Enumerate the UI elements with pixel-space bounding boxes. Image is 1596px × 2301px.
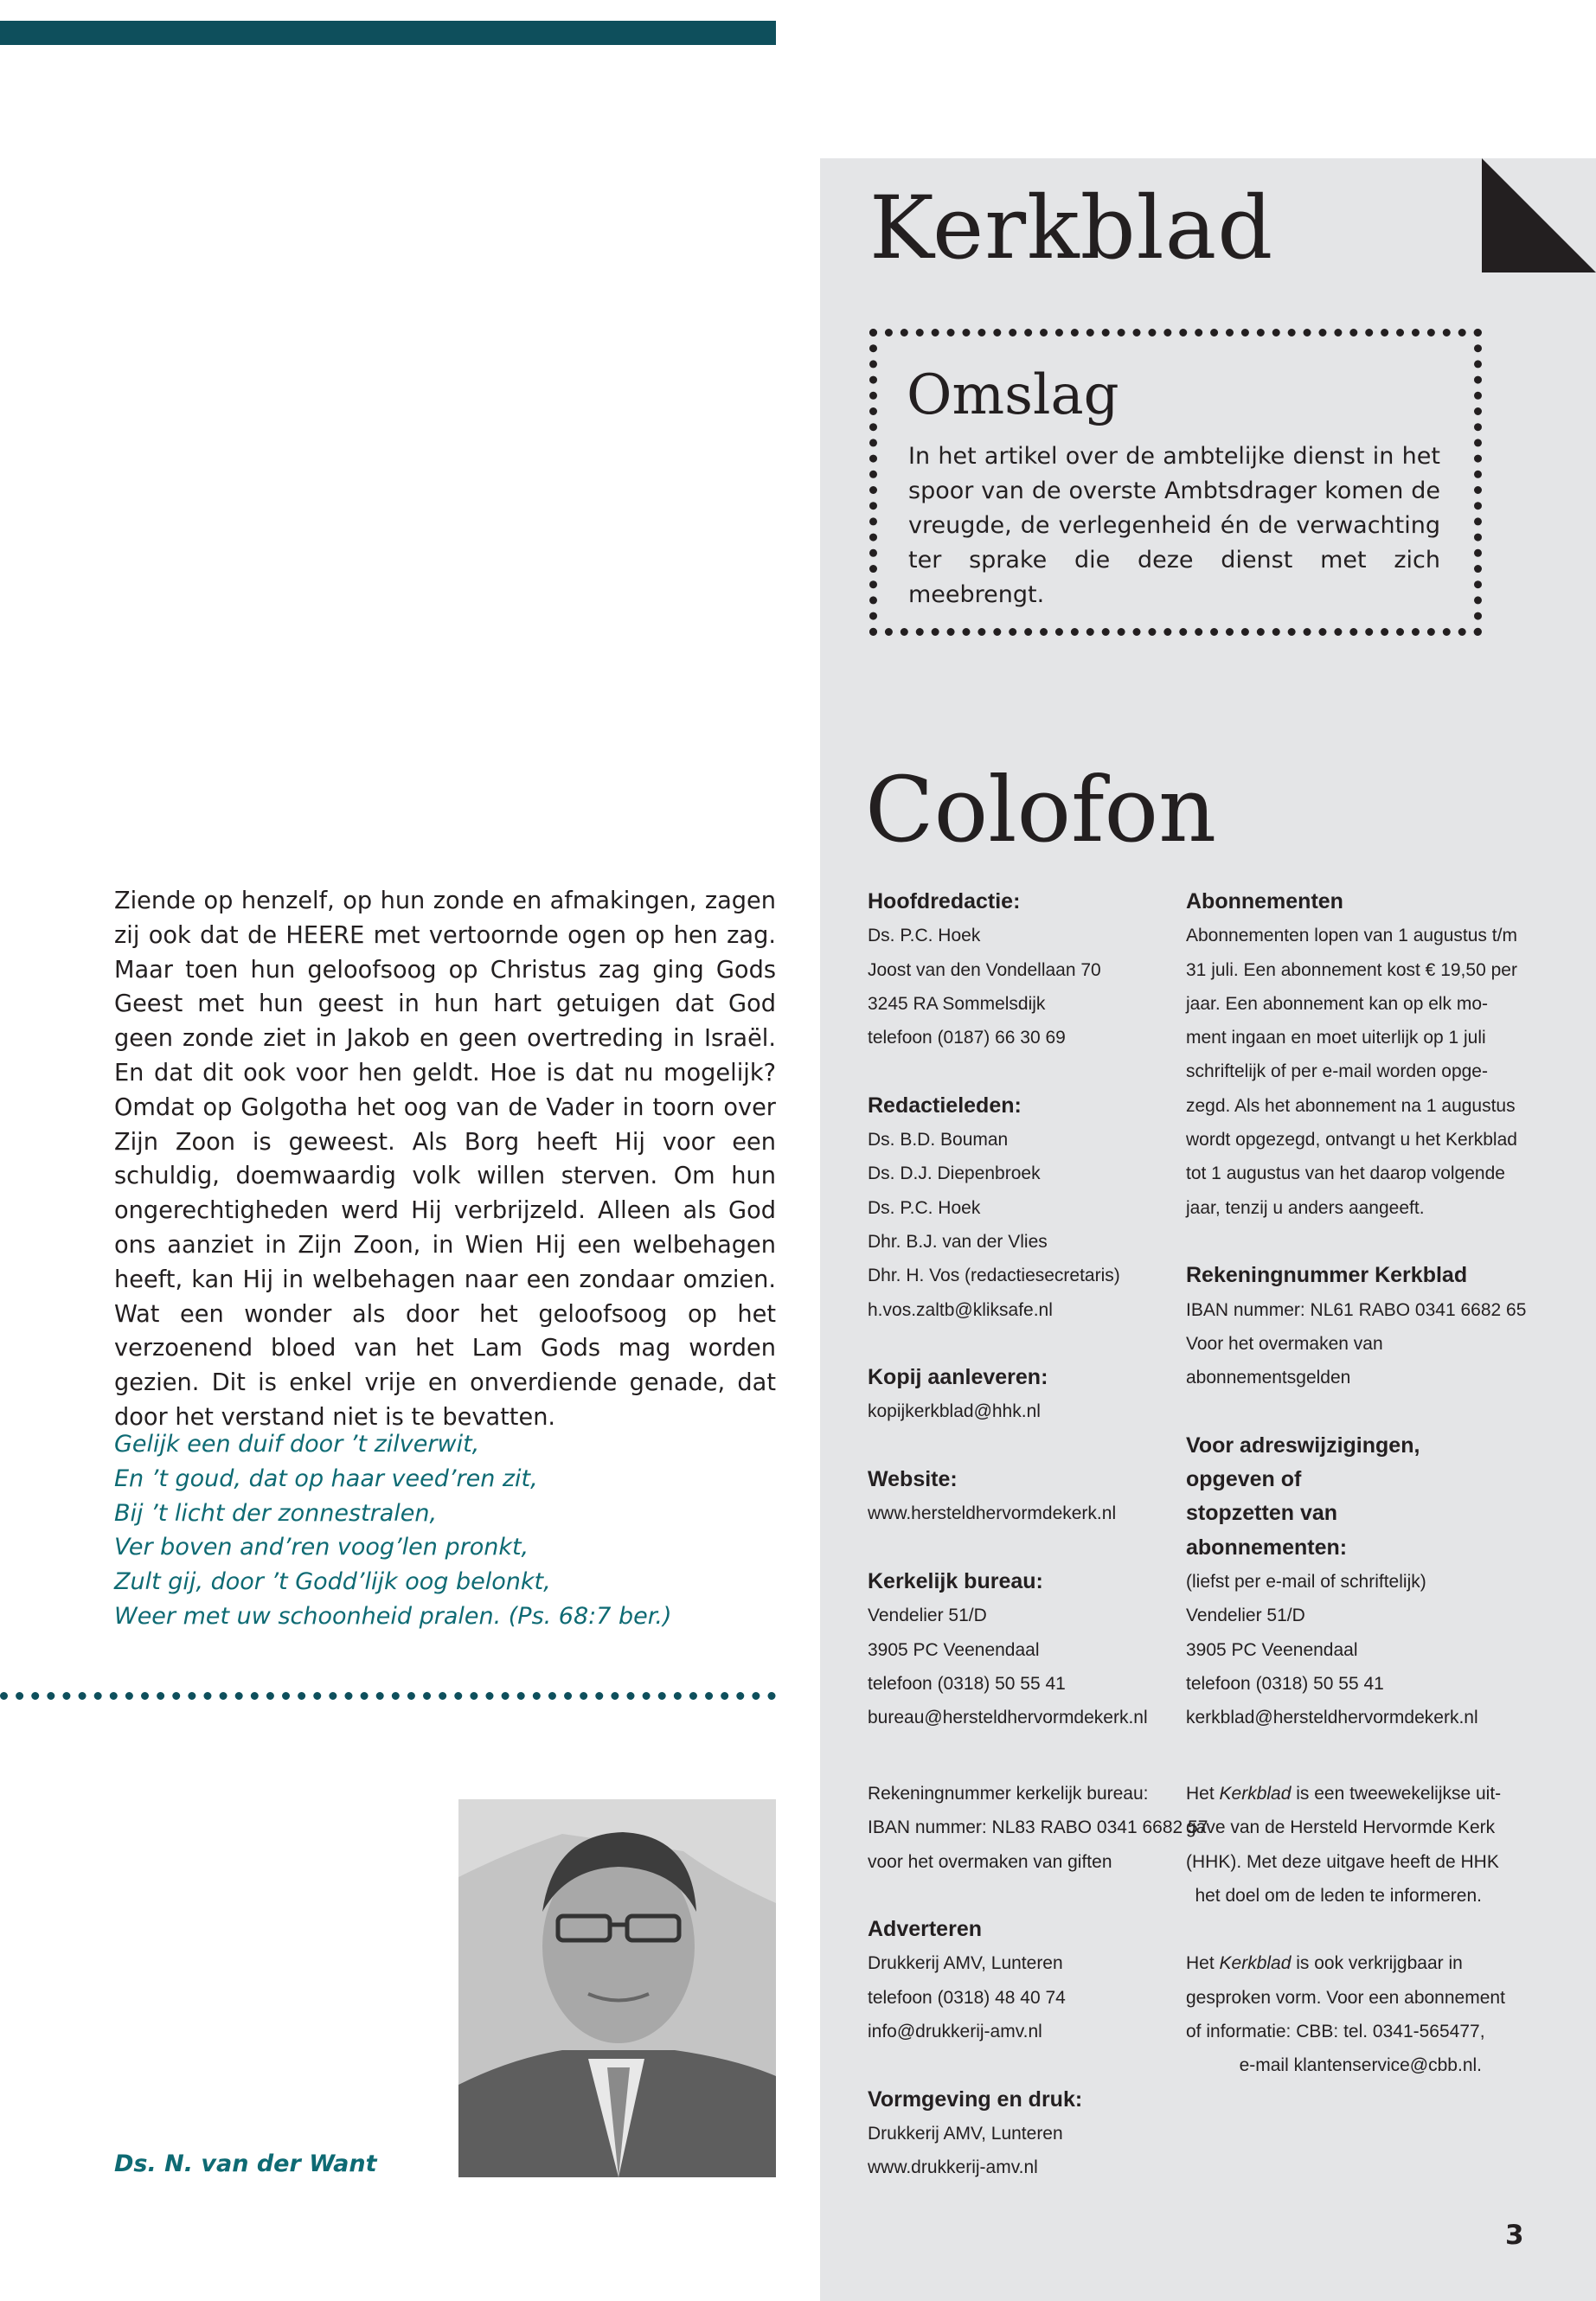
adreswijziging-line: (liefst per e-mail of schriftelijk): [1186, 1571, 1426, 1592]
redactielid: Dhr. H. Vos (redactiesecretaris): [868, 1266, 1120, 1286]
bureau-line: telefoon (0318) 50 55 41: [868, 1673, 1066, 1694]
colofon-left-column: [868, 885, 1166, 1734]
about-line: gave van de Hersteld Hervormde Kerk: [1186, 1817, 1496, 1838]
rekening-kerkblad-line: abonnementsgelden: [1186, 1368, 1351, 1388]
adreswijziging-line: Vendelier 51/D: [1186, 1606, 1305, 1626]
photo-caption: Ds. N. van der Want: [114, 2150, 377, 2177]
bureau-line: Vendelier 51/D: [868, 1606, 987, 1626]
poem-line: Weer met uw schoonheid pralen. (Ps. 68:7 ber.): [114, 1602, 672, 1630]
adverteren-line: telefoon (0318) 48 40 74: [868, 1987, 1066, 2008]
adverteren-email: info@drukkerij-amv.nl: [868, 2022, 1042, 2042]
poem-line: Ver boven and’ren voog’len pronkt,: [114, 1534, 529, 1561]
abonnementen-line: jaar. Een abonnement kan op elk mo-: [1186, 993, 1489, 1014]
rekening-bureau-line: Rekeningnummer kerkelijk bureau:: [868, 1784, 1149, 1804]
website-url: www.hersteldhervormdekerk.nl: [868, 1503, 1117, 1524]
about-line: (HHK). Met deze uitgave heeft de HHK: [1186, 1851, 1499, 1872]
omslag-heading: Omslag: [907, 363, 1119, 427]
hoofdredactie-line: 3245 RA Sommelsdijk: [868, 993, 1046, 1014]
about-rest: is ook verkrijgbaar in: [1291, 1953, 1463, 1974]
abonnementen-line: ment ingaan en moet uiterlijk op 1 juli: [1186, 1028, 1486, 1048]
adreswijziging-heading: abonnementen:: [1186, 1535, 1348, 1560]
poem-line: En ’t goud, dat op haar veed’ren zit,: [114, 1465, 538, 1492]
kopij-heading: Kopij aanleveren:: [868, 1365, 1048, 1390]
adreswijziging-line: 3905 PC Veenendaal: [1186, 1639, 1358, 1660]
hoofdredactie-line: telefoon (0187) 66 30 69: [868, 1028, 1066, 1048]
adverteren-heading: Adverteren: [868, 1917, 982, 1942]
adreswijziging-heading: opgeven of: [1186, 1467, 1302, 1492]
vormgeving-url: www.drukkerij-amv.nl: [868, 2157, 1038, 2178]
abonnementen-line: zegd. Als het abonnement na 1 augustus: [1186, 1095, 1516, 1116]
colofon-right-column: [1186, 885, 1527, 1734]
rekening-kerkblad-line: Voor het overmaken van: [1186, 1333, 1383, 1354]
article-body: Ziende op henzelf, op hun zonde en afmakingen, zagen zij ook dat de HEERE met vertoornde ogen op hen zag. Maar toen hun geloofsoog op Christus zag ging Gods Geest met hun geest in hun hart getuigen dat God geen zonde ziet in Jakob en geen overtreding in Israël. En dat dit ook voor hen geldt. Hoe is dat nu mogelijk? Omdat op Golgotha het oog van de Vader in toorn over Zijn Zoon is geweest. Als Borg heeft Hij voor een schuldig, doemwaardig volk willen sterven. Om hun ongerechtigheden werd Hij verbrijzeld. Alleen als God ons aanziet in Zijn Zoon, in Wien Hij een welbehagen heeft, kan Hij in welbehagen naar een zondaar omzien. Wat een wonder als door het geloofsoog op het verzoenend bloed van het Lam Gods mag worden gezien. Dit is enkel vrije en onverdiende genade, dat door het verstand niet is te bevatten.: [114, 888, 776, 1431]
website-heading: Website:: [868, 1467, 958, 1492]
about-line: gesproken vorm. Voor een abonnement: [1186, 1987, 1505, 2008]
about-line: het doel om de leden te informeren.: [1195, 1885, 1482, 1906]
bureau-email: bureau@hersteldhervormdekerk.nl: [868, 1708, 1148, 1728]
hoofdredactie-line: Joost van den Vondellaan 70: [868, 959, 1101, 980]
colofon-lower-right-column: [1186, 1777, 1505, 2083]
adreswijziging-email: kerkblad@hersteldhervormdekerk.nl: [1186, 1708, 1478, 1728]
psalm-quote: [114, 1427, 672, 1634]
portrait-image: [458, 1799, 776, 2177]
hoofdredactie-line: Ds. P.C. Hoek: [868, 926, 981, 946]
kopij-email: kopijkerkblad@hhk.nl: [868, 1401, 1041, 1422]
page-number: 3: [1505, 2220, 1524, 2251]
abonnementen-line: tot 1 augustus van het daarop volgende: [1186, 1163, 1505, 1184]
abonnementen-line: jaar, tenzij u anders aangeeft.: [1186, 1197, 1425, 1218]
hoofdredactie-heading: Hoofdredactie:: [868, 889, 1021, 913]
redactie-email: h.vos.zaltb@kliksafe.nl: [868, 1299, 1053, 1320]
bureau-line: 3905 PC Veenendaal: [868, 1639, 1040, 1660]
redactielid: Ds. D.J. Diepenbroek: [868, 1163, 1041, 1184]
rekening-bureau-line: voor het overmaken van giften: [868, 1851, 1112, 1872]
poem-line: Zult gij, door ’t Godd’lijk oog belonkt,: [114, 1568, 551, 1596]
redactielid: Ds. P.C. Hoek: [868, 1197, 981, 1218]
about-rest: is een tweewekelijkse uit-: [1291, 1784, 1502, 1804]
redactielid: Ds. B.D. Bouman: [868, 1130, 1009, 1150]
abonnementen-line: schriftelijk of per e-mail worden opge-: [1186, 1061, 1488, 1082]
poem-line: Bij ’t licht der zonnestralen,: [114, 1499, 438, 1527]
omslag-text: In het artikel over de ambtelijke dienst in het spoor van de overste Ambtsdrager komen de vreugde, de verlegenheid én de verwachting ter sprake die deze dienst met zich meebrengt.: [908, 443, 1440, 608]
redactieleden-heading: Redactieleden:: [868, 1093, 1022, 1118]
rekening-kerkblad-line: IBAN nummer: NL61 RABO 0341 6682 65: [1186, 1299, 1527, 1320]
corner-triangle: [1482, 158, 1596, 272]
dotted-divider: [0, 1692, 776, 1700]
author-photo: [458, 1799, 776, 2177]
adverteren-line: Drukkerij AMV, Lunteren: [868, 1953, 1063, 1974]
abonnementen-heading: Abonnementen: [1186, 889, 1343, 913]
vormgeving-heading: Vormgeving en druk:: [868, 2086, 1083, 2112]
rekening-bureau-line: IBAN nummer: NL83 RABO 0341 6682 57: [868, 1817, 1208, 1838]
about-pre: Het: [1186, 1953, 1220, 1974]
kerkblad-title: Kerkblad: [869, 177, 1274, 279]
about-pre: Het: [1186, 1784, 1220, 1804]
about-italic: Kerkblad: [1219, 1953, 1292, 1974]
colofon-lower-left-column: [868, 1777, 1208, 2185]
abonnementen-line: 31 juli. Een abonnement kost € 19,50 per: [1186, 959, 1517, 980]
poem-line: Gelijk een duif door ’t zilverwit,: [114, 1431, 480, 1458]
adreswijziging-heading: stopzetten van: [1186, 1501, 1338, 1526]
bureau-heading: Kerkelijk bureau:: [868, 1568, 1043, 1593]
adreswijziging-heading: Voor adreswijzigingen,: [1186, 1433, 1420, 1458]
adreswijziging-line: telefoon (0318) 50 55 41: [1186, 1673, 1384, 1694]
vormgeving-line: Drukkerij AMV, Lunteren: [868, 2123, 1063, 2144]
top-accent-bar: [0, 21, 776, 45]
about-line: e-mail klantenservice@cbb.nl.: [1239, 2055, 1482, 2076]
rekening-kerkblad-heading: Rekeningnummer Kerkblad: [1186, 1263, 1468, 1288]
about-line: [1186, 1946, 1482, 1980]
redactielid: Dhr. B.J. van der Vlies: [868, 1231, 1048, 1252]
about-line: of informatie: CBB: tel. 0341-565477,: [1186, 2022, 1485, 2042]
colofon-title: Colofon: [865, 757, 1217, 862]
abonnementen-line: wordt opgezegd, ontvangt u het Kerkblad: [1186, 1130, 1517, 1150]
abonnementen-line: Abonnementen lopen van 1 augustus t/m: [1186, 926, 1517, 946]
about-line: [1186, 1777, 1502, 1811]
about-italic: Kerkblad: [1219, 1784, 1292, 1804]
